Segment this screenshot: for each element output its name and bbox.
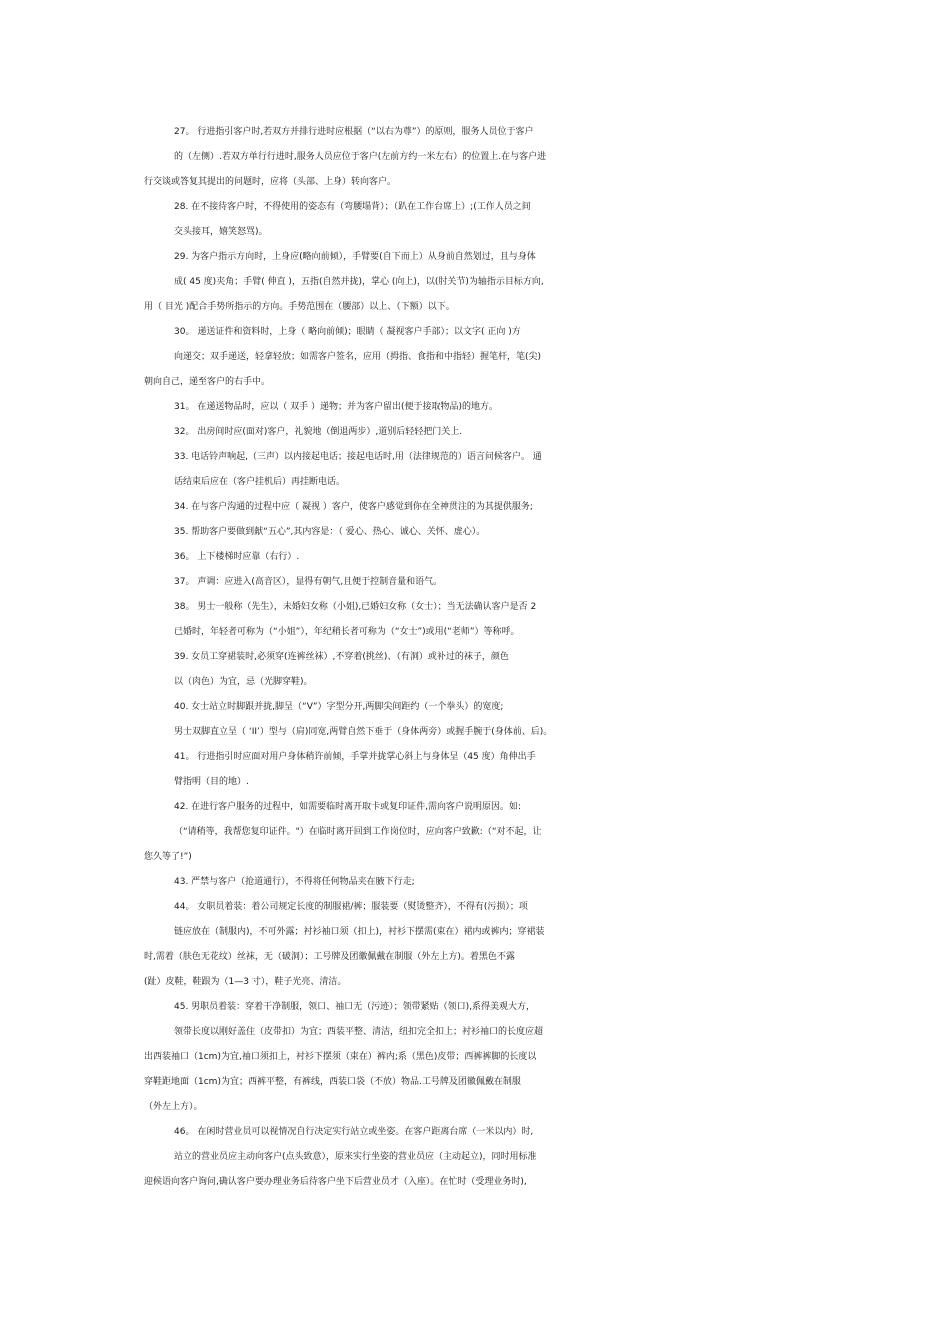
text-line: 成( 45 度)夹角；手臂( 伸直 )，五指(自然并拢)，掌心 (向上)，以(肘关节)为轴指示目标方向, — [174, 277, 544, 287]
text-line: 44。 女职员着装：着公司规定长度的制服裙/裤；服装要（熨烫整齐），不得有(污损）；项 — [174, 902, 528, 912]
text-line: 的（左侧）.若双方单行行进时,服务人员应位于客户(左前方约一米左右）的位置上.在与客户进 — [174, 152, 547, 162]
text-line: 链应放在（制服内)，不可外露；衬衫袖口须（扣上)，衬衫下摆需(束在）裙内或裤内；穿裙装 — [174, 927, 545, 937]
text-line: 30。 递送证件和资料时，上身（ 略向前倾)；眼睛（ 凝视客户手部）；以文字( 正向 )方 — [174, 327, 521, 337]
text-line: 42. 在进行客户服务的过程中，如需要临时离开取卡或复印证件,需向客户说明原因。如: — [174, 802, 522, 812]
text-line: (趾）皮鞋，鞋跟为（1—3 寸），鞋子光亮、清洁。 — [144, 977, 347, 987]
text-line: 32。 出房间时应(面对)客户，礼貌地（倒退两步）,道别后轻轻把门关上. — [174, 427, 463, 437]
text-line: 28. 在不接待客户时，不得使用的姿态有（弯腰塌背）；（趴在工作台席上）;(工作人员之间 — [174, 202, 531, 212]
text-line: 34. 在与客户沟通的过程中应（ 凝视 ）客户，使客户感觉到你在全神贯注的为其提供服务; — [174, 502, 533, 512]
text-line: 用（ 目光 )配合手势所指示的方向。手势范围在（腰部）以上、（下额）以下。 — [144, 302, 455, 312]
document-page — [0, 120, 950, 1195]
text-line: 交头接耳，嬉笑怒骂)。 — [174, 227, 268, 237]
text-line: 臂指明（目的地）. — [174, 777, 249, 787]
text-line: 33. 电话铃声响起,（三声）以内接起电话；接起电话时,用（法律规范的）语言问候客户。 通 — [174, 452, 542, 462]
text-line: 37。 声调：应进入(高音区），显得有朝气,且便于控制音量和语气。 — [174, 577, 443, 587]
text-line: 27。 行进指引客户时,若双方并排行进时应根据（“以右为尊”）的原则，服务人员位于客户 — [174, 127, 534, 137]
text-line: 您久等了!”) — [144, 852, 192, 862]
text-line: 领带长度以刚好盖住（皮带扣）为宜；西装平整、清洁，纽扣完全扣上；衬衫袖口的长度应超 — [174, 1027, 544, 1037]
text-line: 31。 在递送物品时，应以（ 双手 ）递物；并为客户留出(便于接取物品)的地方。 — [174, 402, 499, 412]
text-line: 穿鞋距地面（1cm)为宜；西裤平整，有裤线，西装口袋（不放）物品.工号牌及团徽佩戴在制服 — [144, 1077, 521, 1087]
text-line: 时,需着（肤色无花纹）丝袜，无（破洞）；工号牌及团徽佩戴在制服（外左上方)。着黑色不露 — [144, 952, 515, 962]
text-line: 29. 为客户指示方向时，上身应(略向前倾），手臂要(自下而上）从身前自然划过，且与身体 — [174, 252, 536, 262]
text-line: （“请稍等，我帮您复印证件。"）在临时离开回到工作岗位时，应向客户致歉:（“对不起，让 — [174, 827, 542, 837]
text-line: 朝向自己，递至客户的右手中。 — [144, 377, 271, 387]
text-line: 男士双脚直立呈（ ‘II’）型与（肩)同宽,两臂自然下垂于（身体两旁）或握手腕于(身体前、后)。 — [174, 727, 553, 737]
text-line: 46。 在闲时营业员可以视情况自行决定实行站立或坐姿。在客户距离台席（一米以内）时, — [174, 1127, 534, 1137]
text-line: 站立的营业员应主动向客户(点头致意），原来实行坐姿的营业员应（主动起立)，同时用标准 — [174, 1152, 537, 1162]
text-line: 向递交；双手递送，轻拿轻放；如需客户签名，应用（拇指、食指和中指轻）握笔杆，笔(尖) — [174, 352, 542, 362]
text-line: 39. 女员工穿裙装时,必须穿(连裤丝袜）,不穿着(挑丝)、（有洞）或补过的袜子，颜色 — [174, 652, 509, 662]
text-line: 38。 男士一般称（先生），未婚妇女称（小姐),已婚妇女称（女士）；当无法确认客户是否 2 — [174, 602, 537, 612]
text-line: （外左上方）。 — [144, 1102, 203, 1112]
text-line: 行交谈或答复其提出的问题时，应将（头部、上身）转向客户。 — [144, 177, 397, 187]
text-line: 40. 女士站立时脚跟并拢,脚呈（“V”）字型分开,两脚尖间距约（一个拳头）的宽度; — [174, 702, 504, 712]
text-line: 45. 男职员着装：穿着干净制服，领口、袖口无（污迹）；领带紧贴（领口),系得美观大方， — [174, 1002, 536, 1012]
text-line: 话结束后应在（客户挂机后）再挂断电话。 — [174, 477, 346, 487]
text-line: 43. 严禁与客户（抢道通行），不得将任何物品夹在腋下行走; — [174, 877, 415, 887]
text-line: 36。 上下楼梯时应靠（右行）. — [174, 552, 300, 562]
text-line: 35. 帮助客户要做到献“五心”,其内容是：（ 爱心、热心、诚心、关怀、虚心）。 — [174, 527, 486, 537]
text-line: 迎候语向客户询问,确认客户要办理业务后待客户坐下后营业员才（入座）。在忙时（受理业务时), — [144, 1177, 527, 1187]
text-line: 出西装袖口（1cm)为宜,袖口须扣上，衬衫下摆须（束在）裤内;系（黑色)皮带；西裤裤脚的长度以 — [144, 1052, 537, 1062]
text-line: 已婚时，年轻者可称为（“小姐”），年纪稍长者可称为（“女士”)或用(“老师”）等称呼。 — [174, 627, 520, 637]
text-line: 41。 行进指引时应面对用户身体稍许前倾，手掌并拢掌心斜上与身体呈（45 度）角伸出手 — [174, 752, 536, 762]
text-line: 以（肉色）为宜，忌（光脚穿鞋)。 — [174, 677, 313, 687]
